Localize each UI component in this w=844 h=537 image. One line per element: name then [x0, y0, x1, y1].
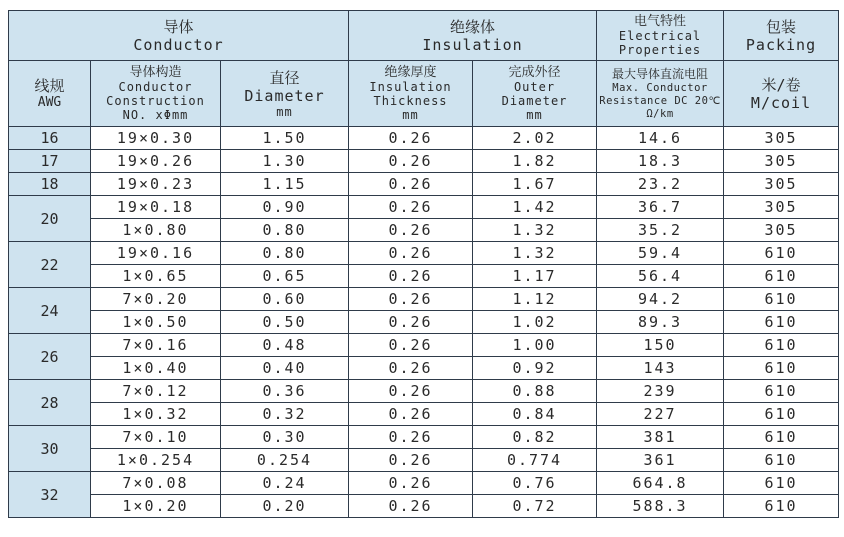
header-construction-en2: Construction — [106, 94, 205, 108]
header-insulation-en: Insulation — [422, 35, 523, 54]
header-coil-zh: 米/卷 — [761, 75, 801, 94]
cell-resistance: 664.8 — [597, 472, 724, 495]
header-conductor — [9, 11, 349, 61]
cell-outer: 0.76 — [473, 472, 597, 495]
header-resistance-en1: Max. Conductor — [612, 81, 708, 94]
cell-construction: 1×0.20 — [91, 495, 221, 518]
cell-coil: 610 — [724, 426, 839, 449]
cell-thickness: 0.26 — [349, 472, 473, 495]
cell-diameter: 0.40 — [221, 357, 349, 380]
cell-awg: 32 — [9, 472, 91, 518]
cell-resistance: 588.3 — [597, 495, 724, 518]
header-awg-zh: 线规 — [34, 76, 65, 95]
cell-resistance: 23.2 — [597, 173, 724, 196]
header-construction-zh: 导体构造 — [129, 65, 182, 80]
cell-thickness: 0.26 — [349, 173, 473, 196]
cell-construction: 1×0.32 — [91, 403, 221, 426]
cell-awg: 28 — [9, 380, 91, 426]
cell-resistance: 56.4 — [597, 265, 724, 288]
cell-construction: 1×0.40 — [91, 357, 221, 380]
cell-diameter: 1.50 — [221, 127, 349, 150]
table-row — [9, 242, 839, 265]
cell-coil: 610 — [724, 357, 839, 380]
header-resistance — [597, 61, 724, 127]
header-electrical — [597, 11, 724, 61]
table-row — [9, 173, 839, 196]
cell-construction: 7×0.08 — [91, 472, 221, 495]
cell-resistance: 36.7 — [597, 196, 724, 219]
header-coil — [724, 61, 839, 127]
header-packing-zh: 包装 — [766, 17, 797, 36]
cell-outer: 1.82 — [473, 150, 597, 173]
header-thickness-zh: 绝缘厚度 — [384, 65, 437, 80]
cell-construction: 7×0.12 — [91, 380, 221, 403]
cell-resistance: 89.3 — [597, 311, 724, 334]
cell-resistance: 143 — [597, 357, 724, 380]
cell-coil: 305 — [724, 127, 839, 150]
cell-diameter: 0.80 — [221, 219, 349, 242]
header-electrical-en1: Electrical — [618, 29, 702, 43]
header-insulation-zh: 绝缘体 — [450, 17, 496, 36]
cell-awg: 16 — [9, 127, 91, 150]
cell-thickness: 0.26 — [349, 380, 473, 403]
cell-thickness: 0.26 — [349, 265, 473, 288]
cell-coil: 610 — [724, 495, 839, 518]
cell-construction: 19×0.18 — [91, 196, 221, 219]
header-insulation — [349, 11, 597, 61]
cell-diameter: 0.20 — [221, 495, 349, 518]
header-electrical-zh: 电气特性 — [634, 14, 687, 29]
cell-awg: 20 — [9, 196, 91, 242]
cell-construction: 7×0.16 — [91, 334, 221, 357]
header-outer-diameter — [473, 61, 597, 127]
cell-outer: 0.88 — [473, 380, 597, 403]
cell-coil: 305 — [724, 150, 839, 173]
cell-resistance: 59.4 — [597, 242, 724, 265]
table-row — [9, 127, 839, 150]
cell-thickness: 0.26 — [349, 311, 473, 334]
cell-resistance: 14.6 — [597, 127, 724, 150]
table-row — [9, 472, 839, 495]
table-row — [9, 311, 839, 334]
header-resistance-unit: Ω/km — [646, 107, 674, 120]
cell-resistance: 227 — [597, 403, 724, 426]
cell-coil: 610 — [724, 334, 839, 357]
table-row — [9, 288, 839, 311]
cell-outer: 2.02 — [473, 127, 597, 150]
header-packing-en: Packing — [745, 35, 817, 54]
header-thickness-en2: Thickness — [373, 94, 448, 108]
cell-coil: 610 — [724, 311, 839, 334]
table-row — [9, 265, 839, 288]
cell-diameter: 1.15 — [221, 173, 349, 196]
cell-diameter: 0.24 — [221, 472, 349, 495]
header-diameter-unit: mm — [276, 104, 293, 119]
cell-awg: 22 — [9, 242, 91, 288]
cell-thickness: 0.26 — [349, 426, 473, 449]
header-outer-zh: 完成外径 — [508, 65, 561, 80]
cell-resistance: 150 — [597, 334, 724, 357]
cell-awg: 24 — [9, 288, 91, 334]
header-construction — [91, 61, 221, 127]
cell-awg: 18 — [9, 173, 91, 196]
cell-resistance: 94.2 — [597, 288, 724, 311]
table-row — [9, 196, 839, 219]
table-row — [9, 219, 839, 242]
cell-awg: 26 — [9, 334, 91, 380]
cell-construction: 1×0.80 — [91, 219, 221, 242]
wire-spec-table — [8, 10, 839, 518]
cell-diameter: 0.32 — [221, 403, 349, 426]
header-outer-unit: mm — [526, 108, 543, 122]
cell-resistance: 239 — [597, 380, 724, 403]
cell-outer: 1.02 — [473, 311, 597, 334]
cell-thickness: 0.26 — [349, 334, 473, 357]
cell-thickness: 0.26 — [349, 288, 473, 311]
header-conductor-en: Conductor — [133, 35, 224, 54]
cell-construction: 19×0.16 — [91, 242, 221, 265]
table-row — [9, 357, 839, 380]
cell-construction: 19×0.23 — [91, 173, 221, 196]
table-row — [9, 403, 839, 426]
table-row — [9, 380, 839, 403]
cell-awg: 17 — [9, 150, 91, 173]
cell-outer: 1.67 — [473, 173, 597, 196]
cell-diameter: 0.30 — [221, 426, 349, 449]
cell-awg: 30 — [9, 426, 91, 472]
cell-outer: 0.72 — [473, 495, 597, 518]
cell-diameter: 0.36 — [221, 380, 349, 403]
cell-diameter: 0.80 — [221, 242, 349, 265]
header-thickness-en1: Insulation — [369, 80, 452, 94]
cell-thickness: 0.26 — [349, 127, 473, 150]
header-diameter-en: Diameter — [244, 86, 325, 105]
cell-construction: 1×0.254 — [91, 449, 221, 472]
table-row — [9, 449, 839, 472]
header-electrical-en2: Properties — [618, 43, 702, 57]
cell-diameter: 0.65 — [221, 265, 349, 288]
cell-diameter: 0.48 — [221, 334, 349, 357]
cell-outer: 1.32 — [473, 219, 597, 242]
cell-thickness: 0.26 — [349, 449, 473, 472]
cell-outer: 1.17 — [473, 265, 597, 288]
header-construction-en1: Conductor — [118, 80, 193, 94]
cell-thickness: 0.26 — [349, 150, 473, 173]
header-diameter — [221, 61, 349, 127]
cell-coil: 305 — [724, 219, 839, 242]
cell-resistance: 361 — [597, 449, 724, 472]
table-row — [9, 334, 839, 357]
spec-table-container — [8, 10, 838, 518]
table-header — [9, 11, 839, 127]
cell-construction: 1×0.65 — [91, 265, 221, 288]
cell-outer: 0.92 — [473, 357, 597, 380]
cell-construction: 1×0.50 — [91, 311, 221, 334]
cell-coil: 610 — [724, 449, 839, 472]
cell-coil: 610 — [724, 380, 839, 403]
cell-thickness: 0.26 — [349, 196, 473, 219]
cell-resistance: 18.3 — [597, 150, 724, 173]
header-diameter-zh: 直径 — [269, 68, 300, 87]
cell-coil: 305 — [724, 196, 839, 219]
cell-outer: 1.00 — [473, 334, 597, 357]
header-construction-en3: NO. xΦmm — [122, 108, 189, 122]
cell-coil: 305 — [724, 173, 839, 196]
cell-diameter: 1.30 — [221, 150, 349, 173]
cell-construction: 7×0.10 — [91, 426, 221, 449]
cell-coil: 610 — [724, 265, 839, 288]
header-resistance-en2: Resistance DC 20℃ — [599, 94, 721, 107]
cell-outer: 0.84 — [473, 403, 597, 426]
header-resistance-zh: 最大导体直流电阻 — [612, 66, 709, 81]
cell-construction: 7×0.20 — [91, 288, 221, 311]
cell-diameter: 0.254 — [221, 449, 349, 472]
table-body — [9, 127, 839, 518]
header-packing — [724, 11, 839, 61]
table-row — [9, 150, 839, 173]
table-row — [9, 495, 839, 518]
cell-diameter: 0.60 — [221, 288, 349, 311]
cell-outer: 1.42 — [473, 196, 597, 219]
cell-outer: 1.32 — [473, 242, 597, 265]
cell-thickness: 0.26 — [349, 357, 473, 380]
cell-thickness: 0.26 — [349, 403, 473, 426]
cell-outer: 1.12 — [473, 288, 597, 311]
cell-construction: 19×0.26 — [91, 150, 221, 173]
cell-coil: 610 — [724, 242, 839, 265]
cell-thickness: 0.26 — [349, 242, 473, 265]
cell-coil: 610 — [724, 403, 839, 426]
header-outer-en2: Diameter — [501, 94, 568, 108]
cell-diameter: 0.50 — [221, 311, 349, 334]
header-thickness-unit: mm — [402, 108, 419, 122]
cell-construction: 19×0.30 — [91, 127, 221, 150]
header-thickness — [349, 61, 473, 127]
cell-resistance: 381 — [597, 426, 724, 449]
header-awg-en: AWG — [37, 94, 62, 110]
header-coil-en: M/coil — [750, 93, 812, 112]
cell-outer: 0.774 — [473, 449, 597, 472]
cell-outer: 0.82 — [473, 426, 597, 449]
cell-coil: 610 — [724, 288, 839, 311]
table-row — [9, 426, 839, 449]
cell-coil: 610 — [724, 472, 839, 495]
header-awg — [9, 61, 91, 127]
cell-thickness: 0.26 — [349, 495, 473, 518]
cell-diameter: 0.90 — [221, 196, 349, 219]
header-outer-en1: Outer — [513, 80, 556, 94]
cell-thickness: 0.26 — [349, 219, 473, 242]
header-conductor-zh: 导体 — [163, 17, 194, 36]
cell-resistance: 35.2 — [597, 219, 724, 242]
